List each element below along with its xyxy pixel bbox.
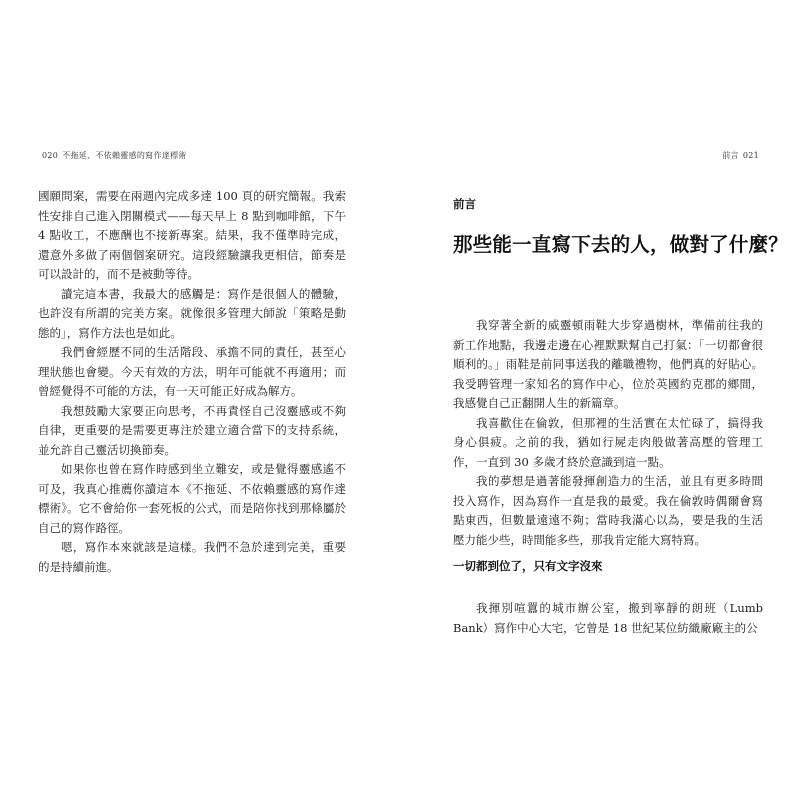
- running-head-right: [722, 150, 763, 161]
- paragraph: 我的夢想是過著能發揮創造力的生活，並且有更多時間投入寫作，因為寫作一直是我的最愛。我在倫敦時偶爾會寫點東西，但數量遠遠不夠；當時我滿心以為，要是我的生活壓力能少些，時間能多些，那我肯定能大寫特寫。: [453, 474, 763, 547]
- page-number: 021: [742, 151, 759, 160]
- paragraph: 如果你也曾在寫作時感到坐立難安，或是覺得靈感遙不可及，我真心推薦你讀這本《不拖延、不依賴靈感的寫作達標術》。它不會給你一套死板的公式，而是陪你找到那條屬於自己的寫作路徑。: [38, 462, 346, 535]
- page-number: 020: [42, 151, 59, 160]
- paragraph: 我們會經歷不同的生活階段、承擔不同的責任，甚至心理狀態也會變。今天有效的方法，明年可能就不再適用；而曾經覺得不可能的方法，有一天可能正好成為解方。: [38, 345, 346, 398]
- paragraph: 我喜歡住在倫敦，但那裡的生活實在太忙碌了，搞得我身心俱疲。之前的我，猶如行屍走肉般做著高壓的管理工作，一直到 30 多歲才終於意識到這一點。: [453, 415, 763, 469]
- section-label: 前言: [453, 197, 476, 211]
- chapter-title: 那些能一直寫下去的人，做對了什麼？: [453, 233, 788, 256]
- paragraph: 我揮別喧囂的城市辦公室，搬到寧靜的朗班（Lumb Bank）寫作中心大宅，它曾是 18 世紀某位紡織廠廠主的公: [453, 601, 763, 635]
- paragraph: 嗯，寫作本來就該是這樣。我們不急於達到完美，重要的是持續前進。: [38, 540, 346, 574]
- right-body-text: [453, 316, 763, 550]
- right-page: [400, 0, 800, 800]
- paragraph: 我穿著全新的威靈頓雨鞋大步穿過樹林，準備前往我的新工作地點，我邊走邊在心裡默默幫自己打氣：「一切都會很順利的。」雨鞋是前同事送我的離職禮物，他們真的好貼心。我受聘管理一家知名的寫作中心，位於英國約克郡的鄉間，我感覺自己正翻開人生的新篇章。: [453, 318, 763, 410]
- running-head-title: 不拖延、不依賴靈感的寫作達標術: [62, 151, 187, 160]
- paragraph: 我想鼓勵大家要正向思考，不再責怪自己沒靈感或不夠自律，更重要的是需要更專注於建立適合當下的支持系統，並允許自己靈活切換節奏。: [38, 403, 346, 457]
- paragraph: 讀完這本書，我最大的感觸是：寫作是很個人的體驗，也許沒有所謂的完美方案。就像很多管理大師說「策略是動態的」，寫作方法也是如此。: [38, 286, 346, 340]
- running-head-section: 前言: [722, 151, 739, 160]
- sub-heading: 一切都到位了，只有文字沒來: [453, 559, 603, 573]
- left-body-text: [38, 187, 346, 577]
- right-body-text-continued: [453, 599, 763, 638]
- running-head-left: [38, 150, 187, 161]
- paragraph: 國願問案，需要在兩週內完成多達 100 頁的研究簡報。我索性安排自己進入閉關模式——每天早上 8 點到咖啡館，下午 4 點收工，不應酬也不接新專案。結果，我不僅準時完成，還意外多做了兩個個案研究。這段經驗讓我更相信，節奏是可以設計的，而不是被動等待。: [38, 189, 346, 281]
